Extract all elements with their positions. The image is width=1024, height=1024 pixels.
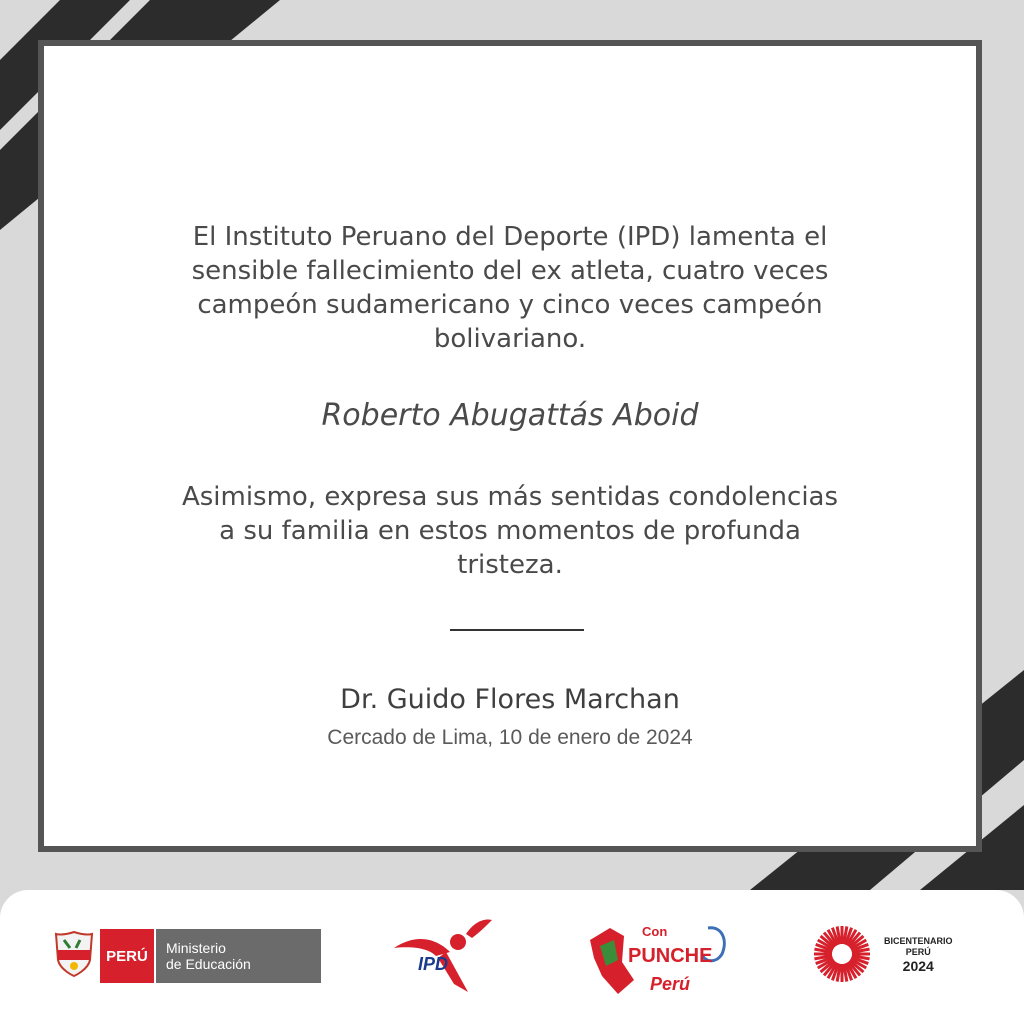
ministry-label [156, 929, 321, 983]
ministry-line-1: Ministerio [166, 940, 226, 956]
bicentenario-line-2: PERÚ [905, 947, 931, 957]
text-line: El Instituto Peruano del Deporte (IPD) lamenta el [192, 222, 828, 252]
text-line: a su familia en estos momentos de profunda [219, 516, 801, 546]
text-line: campeón sudamericano y cinco veces campeón [197, 290, 823, 320]
punche-peru-logo-icon [584, 910, 734, 1002]
punche-line-1: Con [642, 924, 668, 939]
condolence-paragraph-2 [44, 480, 976, 582]
ipd-logo-icon [388, 912, 498, 998]
ministry-line-2: de Educación [166, 956, 251, 972]
text-line: bolivariano. [433, 324, 587, 354]
bicentenario-text [884, 936, 953, 974]
condolence-paragraph-1 [44, 220, 976, 356]
bicentenario-year: 2024 [902, 958, 934, 974]
signer-name: Dr. Guido Flores Marchan [340, 684, 680, 715]
ipd-logo-text: IPD [418, 954, 449, 974]
text-line: tristeza. [457, 550, 563, 580]
punche-line-3: Perú [650, 974, 691, 994]
condolence-card [38, 40, 982, 852]
punche-line-2: PUNCHE [628, 945, 713, 967]
deceased-name: Roberto Abugattás Aboid [321, 398, 699, 433]
place-date: Cercado de Lima, 10 de enero de 2024 [327, 726, 693, 749]
signature-divider [450, 629, 584, 631]
peru-label: PERÚ [100, 929, 154, 983]
text-line: sensible fallecimiento del ex atleta, cuatro veces [191, 256, 829, 286]
peru-coat-of-arms-icon [52, 930, 96, 978]
text-line: Asimismo, expresa sus más sentidas condolencias [181, 482, 839, 512]
bicentenario-line-1: BICENTENARIO [884, 936, 953, 946]
